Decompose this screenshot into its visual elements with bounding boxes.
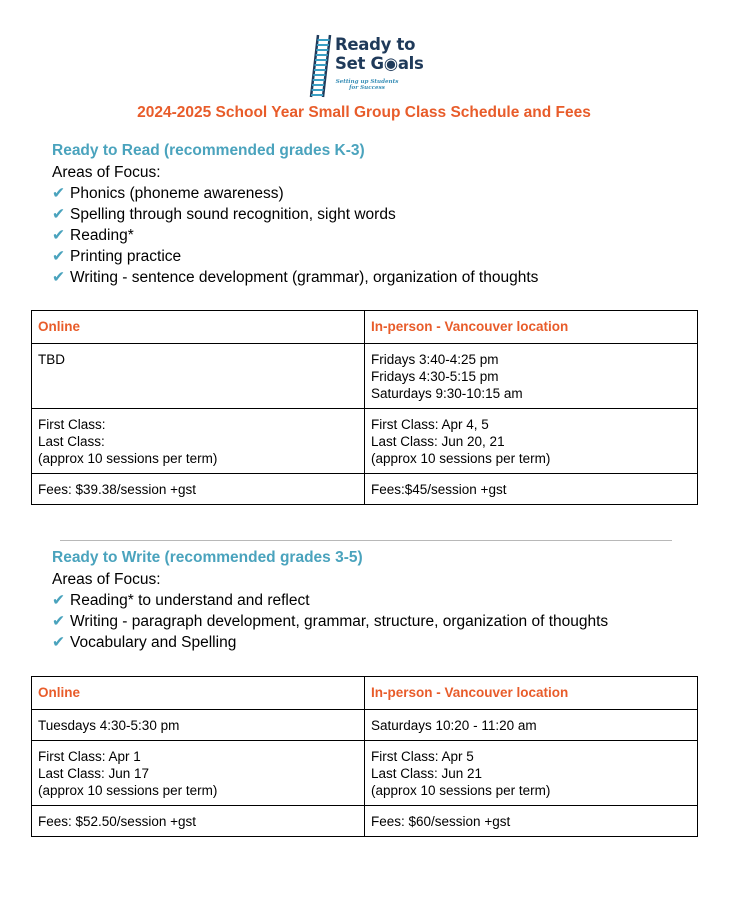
list-item: ✔ Phonics (phoneme awareness): [52, 185, 284, 202]
table-row: [32, 677, 698, 710]
checkmark-icon: ✔: [52, 227, 65, 244]
dates-inperson: First Class: Apr 4, 5 Last Class: Jun 20, 21 (approx 10 sessions per term): [365, 409, 698, 474]
page-title: 2024-2025 School Year Small Group Class Schedule and Fees: [137, 104, 591, 121]
section-heading-read: Ready to Read (recommended grades K-3): [52, 142, 365, 159]
fees-inperson: Fees: $60/session +gst: [365, 806, 698, 837]
dates-online: First Class: Last Class: (approx 10 sessions per term): [32, 409, 365, 474]
schedule-online: TBD: [32, 344, 365, 409]
areas-of-focus-read: [52, 162, 538, 288]
column-head-online: Online: [32, 677, 365, 710]
checkmark-icon: ✔: [52, 613, 65, 630]
schedule-online: Tuesdays 4:30-5:30 pm: [32, 710, 365, 741]
table-row: [32, 710, 698, 741]
table-row: [32, 344, 698, 409]
list-item: ✔ Reading*: [52, 227, 134, 244]
logo-line-1: Ready to: [335, 35, 416, 54]
schedule-inperson: Fridays 3:40-4:25 pm Fridays 4:30-5:15 pm Saturdays 9:30-10:15 am: [365, 344, 698, 409]
fees-online: Fees: $39.38/session +gst: [32, 474, 365, 505]
list-item: ✔ Vocabulary and Spelling: [52, 634, 237, 651]
checkmark-icon: ✔: [52, 634, 65, 651]
section-divider: [60, 540, 672, 541]
ladder-icon: [308, 33, 334, 99]
table-row: [32, 409, 698, 474]
ready-to-set-goals-logo: [308, 33, 438, 99]
checkmark-icon: ✔: [52, 248, 65, 265]
column-head-inperson: In-person - Vancouver location: [365, 677, 698, 710]
areas-label: Areas of Focus:: [52, 571, 161, 588]
areas-of-focus-write: [52, 569, 608, 653]
column-head-inperson: In-person - Vancouver location: [365, 311, 698, 344]
logo-tagline-2: for Success: [349, 85, 385, 91]
areas-label: Areas of Focus:: [52, 164, 161, 181]
table-row: [32, 311, 698, 344]
schedule-table-write: [31, 676, 698, 837]
checkmark-icon: ✔: [52, 185, 65, 202]
table-row: [32, 474, 698, 505]
column-head-online: Online: [32, 311, 365, 344]
fees-inperson: Fees:$45/session +gst: [365, 474, 698, 505]
logo-tagline-1: Setting up Students: [335, 79, 399, 85]
list-item: ✔ Writing - paragraph development, grammar, structure, organization of thoughts: [52, 613, 609, 630]
checkmark-icon: ✔: [52, 592, 65, 609]
schedule-inperson: Saturdays 10:20 - 11:20 am: [365, 710, 698, 741]
table-row: [32, 741, 698, 806]
list-item: ✔ Spelling through sound recognition, sight words: [52, 206, 396, 223]
list-item: ✔ Writing - sentence development (grammar), organization of thoughts: [52, 269, 539, 286]
logo-line-2: Set G◉als: [335, 54, 424, 73]
dates-inperson: First Class: Apr 5 Last Class: Jun 21 (approx 10 sessions per term): [365, 741, 698, 806]
list-item: ✔ Printing practice: [52, 248, 182, 265]
schedule-table-read: [31, 310, 698, 505]
dates-online: First Class: Apr 1 Last Class: Jun 17 (approx 10 sessions per term): [32, 741, 365, 806]
list-item: ✔ Reading* to understand and reflect: [52, 592, 310, 609]
checkmark-icon: ✔: [52, 269, 65, 286]
checkmark-icon: ✔: [52, 206, 65, 223]
section-heading-write: Ready to Write (recommended grades 3-5): [52, 549, 363, 566]
fees-online: Fees: $52.50/session +gst: [32, 806, 365, 837]
table-row: [32, 806, 698, 837]
